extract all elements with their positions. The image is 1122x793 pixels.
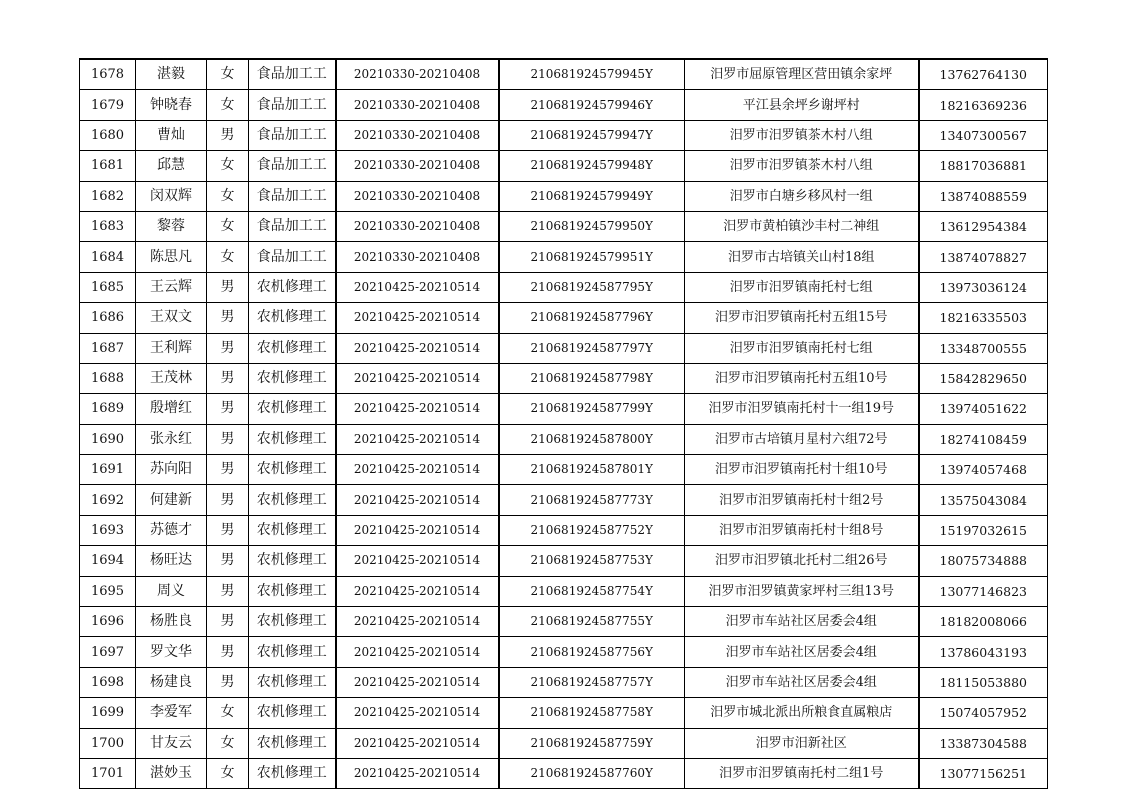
training-period-cell: 20210425-20210514 <box>336 607 499 637</box>
certificate-id-cell: 210681924579945Y <box>499 59 685 90</box>
certificate-id-cell: 210681924579950Y <box>499 211 685 241</box>
phone-cell: 13874078827 <box>919 242 1048 272</box>
gender-cell: 男 <box>207 485 249 515</box>
training-period-cell: 20210425-20210514 <box>336 424 499 454</box>
address-cell: 汨罗市汨新社区 <box>685 728 919 758</box>
address-cell: 汨罗市汨罗镇南托村五组10号 <box>685 363 919 393</box>
name-cell: 杨建良 <box>136 667 207 697</box>
occupation-cell: 食品加工工 <box>249 151 336 181</box>
name-cell: 黎蓉 <box>136 211 207 241</box>
occupation-cell: 农机修理工 <box>249 272 336 302</box>
name-cell: 杨旺达 <box>136 546 207 576</box>
row-number-cell: 1686 <box>80 303 136 333</box>
table-row <box>80 90 1048 120</box>
certificate-id-cell: 210681924587752Y <box>499 515 685 545</box>
training-period-cell: 20210425-20210514 <box>336 698 499 728</box>
table-row <box>80 758 1048 788</box>
certificate-id-cell: 210681924587754Y <box>499 576 685 606</box>
phone-cell: 13973036124 <box>919 272 1048 302</box>
name-cell: 何建新 <box>136 485 207 515</box>
phone-cell: 18075734888 <box>919 546 1048 576</box>
gender-cell: 女 <box>207 698 249 728</box>
training-period-cell: 20210425-20210514 <box>336 455 499 485</box>
gender-cell: 女 <box>207 242 249 272</box>
phone-cell: 18216369236 <box>919 90 1048 120</box>
occupation-cell: 农机修理工 <box>249 667 336 697</box>
certificate-id-cell: 210681924579951Y <box>499 242 685 272</box>
certificate-id-cell: 210681924587759Y <box>499 728 685 758</box>
row-number-cell: 1683 <box>80 211 136 241</box>
table-row <box>80 151 1048 181</box>
phone-cell: 13575043084 <box>919 485 1048 515</box>
table-row <box>80 394 1048 424</box>
table-row <box>80 667 1048 697</box>
row-number-cell: 1679 <box>80 90 136 120</box>
address-cell: 汨罗市汨罗镇南托村十一组19号 <box>685 394 919 424</box>
name-cell: 湛毅 <box>136 59 207 90</box>
name-cell: 殷增红 <box>136 394 207 424</box>
occupation-cell: 食品加工工 <box>249 181 336 211</box>
name-cell: 李爱军 <box>136 698 207 728</box>
table-row <box>80 303 1048 333</box>
gender-cell: 男 <box>207 515 249 545</box>
row-number-cell: 1696 <box>80 607 136 637</box>
row-number-cell: 1695 <box>80 576 136 606</box>
training-period-cell: 20210425-20210514 <box>336 576 499 606</box>
occupation-cell: 食品加工工 <box>249 242 336 272</box>
occupation-cell: 农机修理工 <box>249 515 336 545</box>
address-cell: 汨罗市城北派出所粮食直属粮店 <box>685 698 919 728</box>
training-period-cell: 20210330-20210408 <box>336 120 499 150</box>
training-period-cell: 20210330-20210408 <box>336 181 499 211</box>
name-cell: 曹灿 <box>136 120 207 150</box>
address-cell: 汨罗市汨罗镇南托村十组8号 <box>685 515 919 545</box>
occupation-cell: 食品加工工 <box>249 90 336 120</box>
row-number-cell: 1700 <box>80 728 136 758</box>
row-number-cell: 1699 <box>80 698 136 728</box>
address-cell: 汨罗市古培镇月星村六组72号 <box>685 424 919 454</box>
phone-cell: 13974057468 <box>919 455 1048 485</box>
training-period-cell: 20210425-20210514 <box>336 515 499 545</box>
table-row <box>80 363 1048 393</box>
gender-cell: 男 <box>207 576 249 606</box>
occupation-cell: 农机修理工 <box>249 546 336 576</box>
table-row <box>80 485 1048 515</box>
trainee-table <box>79 58 1048 789</box>
certificate-id-cell: 210681924579947Y <box>499 120 685 150</box>
occupation-cell: 农机修理工 <box>249 424 336 454</box>
gender-cell: 男 <box>207 333 249 363</box>
phone-cell: 18274108459 <box>919 424 1048 454</box>
certificate-id-cell: 210681924579948Y <box>499 151 685 181</box>
training-period-cell: 20210330-20210408 <box>336 151 499 181</box>
certificate-id-cell: 210681924579949Y <box>499 181 685 211</box>
table-row <box>80 59 1048 90</box>
training-period-cell: 20210425-20210514 <box>336 637 499 667</box>
phone-cell: 13612954384 <box>919 211 1048 241</box>
address-cell: 汨罗市汨罗镇南托村五组15号 <box>685 303 919 333</box>
address-cell: 汨罗市汨罗镇南托村十组10号 <box>685 455 919 485</box>
table-row <box>80 637 1048 667</box>
name-cell: 王利辉 <box>136 333 207 363</box>
row-number-cell: 1682 <box>80 181 136 211</box>
table-row <box>80 576 1048 606</box>
name-cell: 甘友云 <box>136 728 207 758</box>
training-period-cell: 20210330-20210408 <box>336 59 499 90</box>
training-period-cell: 20210425-20210514 <box>336 272 499 302</box>
row-number-cell: 1688 <box>80 363 136 393</box>
phone-cell: 13762764130 <box>919 59 1048 90</box>
row-number-cell: 1685 <box>80 272 136 302</box>
training-period-cell: 20210425-20210514 <box>336 333 499 363</box>
table-row <box>80 546 1048 576</box>
occupation-cell: 农机修理工 <box>249 363 336 393</box>
certificate-id-cell: 210681924587753Y <box>499 546 685 576</box>
gender-cell: 女 <box>207 90 249 120</box>
certificate-id-cell: 210681924587799Y <box>499 394 685 424</box>
occupation-cell: 农机修理工 <box>249 576 336 606</box>
occupation-cell: 农机修理工 <box>249 485 336 515</box>
training-period-cell: 20210330-20210408 <box>336 211 499 241</box>
address-cell: 汨罗市汨罗镇南托村七组 <box>685 272 919 302</box>
table-row <box>80 242 1048 272</box>
occupation-cell: 农机修理工 <box>249 698 336 728</box>
phone-cell: 18216335503 <box>919 303 1048 333</box>
gender-cell: 男 <box>207 667 249 697</box>
phone-cell: 13077156251 <box>919 758 1048 788</box>
row-number-cell: 1687 <box>80 333 136 363</box>
training-period-cell: 20210425-20210514 <box>336 394 499 424</box>
table-row <box>80 728 1048 758</box>
name-cell: 邱慧 <box>136 151 207 181</box>
occupation-cell: 农机修理工 <box>249 455 336 485</box>
name-cell: 闵双辉 <box>136 181 207 211</box>
address-cell: 汨罗市汨罗镇茶木村八组 <box>685 151 919 181</box>
table-body <box>80 59 1048 789</box>
phone-cell: 13786043193 <box>919 637 1048 667</box>
occupation-cell: 食品加工工 <box>249 211 336 241</box>
address-cell: 汨罗市车站社区居委会4组 <box>685 667 919 697</box>
row-number-cell: 1681 <box>80 151 136 181</box>
phone-cell: 13874088559 <box>919 181 1048 211</box>
table-row <box>80 698 1048 728</box>
gender-cell: 男 <box>207 607 249 637</box>
gender-cell: 男 <box>207 394 249 424</box>
phone-cell: 15074057952 <box>919 698 1048 728</box>
phone-cell: 18115053880 <box>919 667 1048 697</box>
gender-cell: 男 <box>207 272 249 302</box>
occupation-cell: 农机修理工 <box>249 637 336 667</box>
phone-cell: 13387304588 <box>919 728 1048 758</box>
phone-cell: 13974051622 <box>919 394 1048 424</box>
row-number-cell: 1693 <box>80 515 136 545</box>
address-cell: 汨罗市汨罗镇北托村二组26号 <box>685 546 919 576</box>
certificate-id-cell: 210681924587800Y <box>499 424 685 454</box>
certificate-id-cell: 210681924587757Y <box>499 667 685 697</box>
table-row <box>80 333 1048 363</box>
training-period-cell: 20210425-20210514 <box>336 303 499 333</box>
training-period-cell: 20210330-20210408 <box>336 90 499 120</box>
name-cell: 罗文华 <box>136 637 207 667</box>
occupation-cell: 农机修理工 <box>249 607 336 637</box>
phone-cell: 15197032615 <box>919 515 1048 545</box>
certificate-id-cell: 210681924587795Y <box>499 272 685 302</box>
gender-cell: 女 <box>207 181 249 211</box>
row-number-cell: 1690 <box>80 424 136 454</box>
phone-cell: 18182008066 <box>919 607 1048 637</box>
occupation-cell: 食品加工工 <box>249 59 336 90</box>
gender-cell: 女 <box>207 211 249 241</box>
name-cell: 钟晓春 <box>136 90 207 120</box>
table-row <box>80 455 1048 485</box>
name-cell: 王云辉 <box>136 272 207 302</box>
address-cell: 汨罗市汨罗镇茶木村八组 <box>685 120 919 150</box>
name-cell: 周义 <box>136 576 207 606</box>
training-period-cell: 20210425-20210514 <box>336 728 499 758</box>
name-cell: 陈思凡 <box>136 242 207 272</box>
gender-cell: 女 <box>207 59 249 90</box>
occupation-cell: 农机修理工 <box>249 303 336 333</box>
training-period-cell: 20210330-20210408 <box>336 242 499 272</box>
row-number-cell: 1697 <box>80 637 136 667</box>
row-number-cell: 1684 <box>80 242 136 272</box>
table-row <box>80 211 1048 241</box>
certificate-id-cell: 210681924587797Y <box>499 333 685 363</box>
name-cell: 王茂林 <box>136 363 207 393</box>
gender-cell: 男 <box>207 637 249 667</box>
address-cell: 汨罗市汨罗镇南托村十组2号 <box>685 485 919 515</box>
certificate-id-cell: 210681924587758Y <box>499 698 685 728</box>
row-number-cell: 1691 <box>80 455 136 485</box>
phone-cell: 18817036881 <box>919 151 1048 181</box>
address-cell: 汨罗市白塘乡移风村一组 <box>685 181 919 211</box>
phone-cell: 13348700555 <box>919 333 1048 363</box>
address-cell: 汨罗市汨罗镇南托村七组 <box>685 333 919 363</box>
address-cell: 汨罗市车站社区居委会4组 <box>685 637 919 667</box>
phone-cell: 15842829650 <box>919 363 1048 393</box>
occupation-cell: 农机修理工 <box>249 394 336 424</box>
certificate-id-cell: 210681924587773Y <box>499 485 685 515</box>
certificate-id-cell: 210681924587760Y <box>499 758 685 788</box>
phone-cell: 13077146823 <box>919 576 1048 606</box>
row-number-cell: 1678 <box>80 59 136 90</box>
address-cell: 平江县余坪乡谢坪村 <box>685 90 919 120</box>
address-cell: 汨罗市汨罗镇南托村二组1号 <box>685 758 919 788</box>
name-cell: 苏向阳 <box>136 455 207 485</box>
row-number-cell: 1680 <box>80 120 136 150</box>
gender-cell: 男 <box>207 120 249 150</box>
row-number-cell: 1689 <box>80 394 136 424</box>
gender-cell: 女 <box>207 728 249 758</box>
gender-cell: 男 <box>207 303 249 333</box>
training-period-cell: 20210425-20210514 <box>336 546 499 576</box>
gender-cell: 女 <box>207 758 249 788</box>
certificate-id-cell: 210681924587798Y <box>499 363 685 393</box>
certificate-id-cell: 210681924579946Y <box>499 90 685 120</box>
address-cell: 汨罗市屈原管理区营田镇余家坪 <box>685 59 919 90</box>
name-cell: 张永红 <box>136 424 207 454</box>
table-row <box>80 424 1048 454</box>
gender-cell: 女 <box>207 151 249 181</box>
table-row <box>80 181 1048 211</box>
row-number-cell: 1701 <box>80 758 136 788</box>
occupation-cell: 食品加工工 <box>249 120 336 150</box>
row-number-cell: 1692 <box>80 485 136 515</box>
table-row <box>80 272 1048 302</box>
occupation-cell: 农机修理工 <box>249 333 336 363</box>
gender-cell: 男 <box>207 455 249 485</box>
address-cell: 汨罗市古培镇关山村18组 <box>685 242 919 272</box>
training-period-cell: 20210425-20210514 <box>336 758 499 788</box>
gender-cell: 男 <box>207 546 249 576</box>
certificate-id-cell: 210681924587801Y <box>499 455 685 485</box>
certificate-id-cell: 210681924587796Y <box>499 303 685 333</box>
training-period-cell: 20210425-20210514 <box>336 485 499 515</box>
certificate-id-cell: 210681924587755Y <box>499 607 685 637</box>
phone-cell: 13407300567 <box>919 120 1048 150</box>
address-cell: 汨罗市黄柏镇沙丰村二神组 <box>685 211 919 241</box>
row-number-cell: 1698 <box>80 667 136 697</box>
address-cell: 汨罗市车站社区居委会4组 <box>685 607 919 637</box>
table-row <box>80 120 1048 150</box>
occupation-cell: 农机修理工 <box>249 758 336 788</box>
table-row <box>80 607 1048 637</box>
gender-cell: 男 <box>207 363 249 393</box>
address-cell: 汨罗市汨罗镇黄家坪村三组13号 <box>685 576 919 606</box>
name-cell: 湛妙玉 <box>136 758 207 788</box>
occupation-cell: 农机修理工 <box>249 728 336 758</box>
training-period-cell: 20210425-20210514 <box>336 363 499 393</box>
name-cell: 杨胜良 <box>136 607 207 637</box>
training-period-cell: 20210425-20210514 <box>336 667 499 697</box>
name-cell: 王双文 <box>136 303 207 333</box>
gender-cell: 男 <box>207 424 249 454</box>
row-number-cell: 1694 <box>80 546 136 576</box>
certificate-id-cell: 210681924587756Y <box>499 637 685 667</box>
table-row <box>80 515 1048 545</box>
name-cell: 苏德才 <box>136 515 207 545</box>
